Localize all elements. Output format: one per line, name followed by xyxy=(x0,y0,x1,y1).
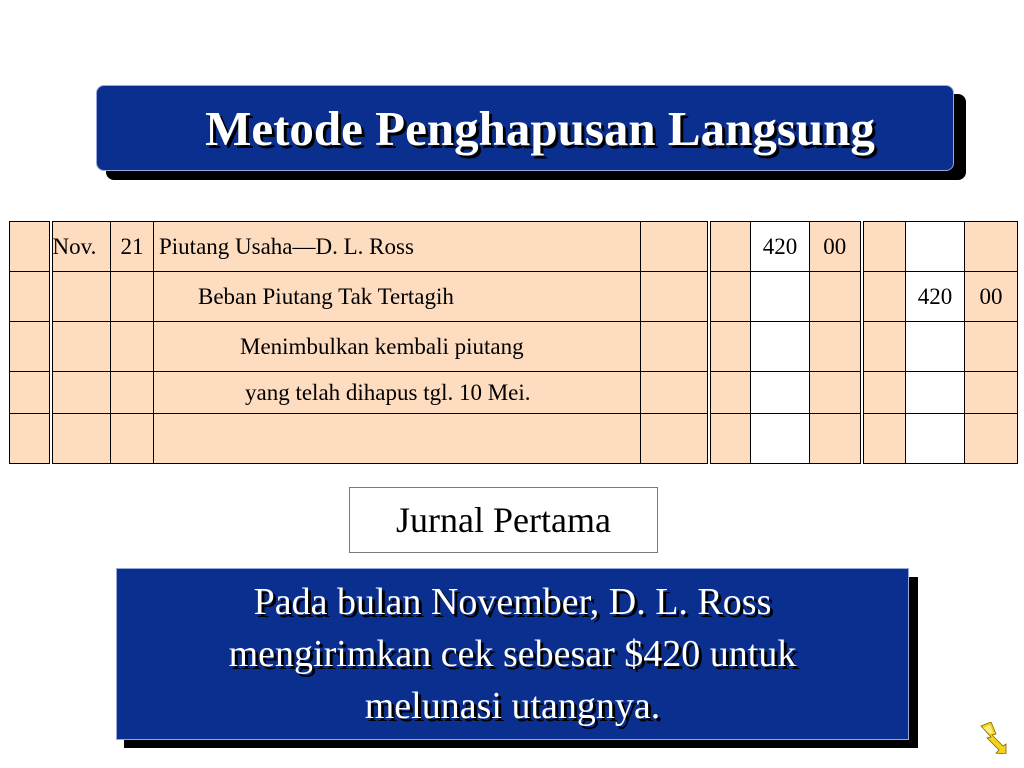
debit-cents-cell xyxy=(810,372,862,414)
credit-cents-cell: 00 xyxy=(965,272,1018,322)
description-text: yang telah dihapus tgl. 10 Mei. xyxy=(245,379,531,405)
credit-dollars-cell xyxy=(906,222,965,272)
page-title: Metode Penghapusan Langsung xyxy=(205,100,875,156)
spacer-cell xyxy=(709,272,751,322)
note-box xyxy=(116,568,909,740)
spacer-cell xyxy=(862,222,906,272)
journal-row xyxy=(10,222,1018,272)
credit-dollars-cell xyxy=(906,322,965,372)
month-cell xyxy=(51,272,111,322)
month-cell: Nov. xyxy=(51,222,111,272)
journal-row xyxy=(10,322,1018,372)
debit-dollars-cell xyxy=(751,414,810,464)
month-cell xyxy=(51,414,111,464)
description-cell xyxy=(154,414,641,464)
month-cell xyxy=(51,322,111,372)
day-cell xyxy=(111,322,154,372)
note-line: Pada bulan November, D. L. Ross xyxy=(253,581,772,623)
spacer-cell xyxy=(709,414,751,464)
description-cell xyxy=(154,222,641,272)
ref-cell xyxy=(641,272,709,322)
note-line: melunasi utangnya. xyxy=(364,685,661,727)
day-cell xyxy=(111,372,154,414)
ref-cell xyxy=(641,414,709,464)
margin-cell xyxy=(10,372,51,414)
description-cell xyxy=(154,372,641,414)
day-cell xyxy=(111,272,154,322)
journal-caption-text: Jurnal Pertama xyxy=(396,500,611,540)
spacer-cell xyxy=(709,322,751,372)
title-banner xyxy=(96,85,954,171)
credit-cents-cell xyxy=(965,372,1018,414)
spacer-cell xyxy=(709,372,751,414)
spacer-cell xyxy=(862,322,906,372)
debit-dollars-cell xyxy=(751,322,810,372)
month-cell xyxy=(51,372,111,414)
debit-cents-cell xyxy=(810,272,862,322)
ref-cell xyxy=(641,372,709,414)
margin-cell xyxy=(10,322,51,372)
margin-cell xyxy=(10,414,51,464)
ref-cell xyxy=(641,322,709,372)
debit-dollars-cell: 420 xyxy=(751,222,810,272)
credit-cents-cell xyxy=(965,222,1018,272)
credit-dollars-cell xyxy=(906,372,965,414)
spacer-cell xyxy=(862,272,906,322)
description-cell xyxy=(154,322,641,372)
description-cell xyxy=(154,272,641,322)
journal-row xyxy=(10,272,1018,322)
credit-dollars-cell xyxy=(906,414,965,464)
journal-row xyxy=(10,414,1018,464)
credit-dollars-cell: 420 xyxy=(906,272,965,322)
day-cell xyxy=(111,414,154,464)
debit-cents-cell xyxy=(810,322,862,372)
credit-cents-cell xyxy=(965,322,1018,372)
margin-cell xyxy=(10,222,51,272)
journal-row xyxy=(10,372,1018,414)
description-text: Beban Piutang Tak Tertagih xyxy=(198,283,454,309)
spacer-cell xyxy=(709,222,751,272)
margin-cell xyxy=(10,272,51,322)
description-text: Menimbulkan kembali piutang xyxy=(240,333,524,359)
credit-cents-cell xyxy=(965,414,1018,464)
lightning-bolt-icon[interactable] xyxy=(979,722,1009,754)
ref-cell xyxy=(641,222,709,272)
note-line: mengirimkan cek sebesar $420 untuk xyxy=(228,633,797,675)
spacer-cell xyxy=(862,414,906,464)
journal-caption xyxy=(349,487,658,553)
description-text: Piutang Usaha—D. L. Ross xyxy=(159,233,414,259)
day-cell: 21 xyxy=(111,222,154,272)
note-text xyxy=(229,576,797,732)
debit-dollars-cell xyxy=(751,372,810,414)
journal-table xyxy=(9,221,1018,464)
debit-cents-cell xyxy=(810,414,862,464)
debit-cents-cell: 00 xyxy=(810,222,862,272)
spacer-cell xyxy=(862,372,906,414)
debit-dollars-cell xyxy=(751,272,810,322)
